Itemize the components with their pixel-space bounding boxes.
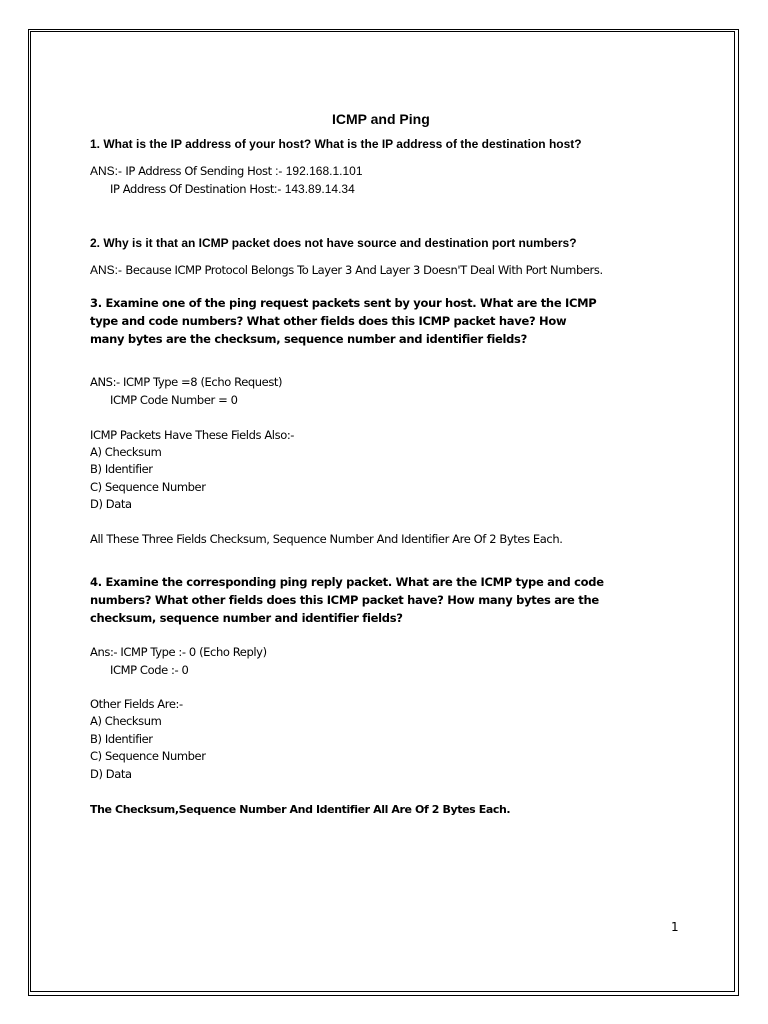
question-3-line-3: many bytes are the checksum, sequence number and identifier fields? [90,332,527,346]
question-4-line-2: numbers? What other fields does this ICMP packet have? How many bytes are the [90,593,599,607]
question-3-line-2: type and code numbers? What other fields does this ICMP packet have? How [90,314,567,328]
question-4-line-3: checksum, sequence number and identifier fields? [90,611,403,625]
field-3-d: D) Data [90,497,132,511]
field-4-d: D) Data [90,767,132,781]
question-1: 1. What is the IP address of your host? What is the IP address of the destination host? [90,137,582,151]
field-4-a: A) Checksum [90,714,162,728]
field-4-b: B) Identifier [90,732,153,746]
answer-3-line-1: ANS:- ICMP Type =8 (Echo Request) [90,375,283,389]
answer-3-line-2: ICMP Code Number = 0 [110,393,238,407]
answer-2-text: Because ICMP Protocol Belongs To Layer 3 And Layer 3 Doesn'T Deal With Port Numbers. [125,263,603,277]
answer-2 [90,264,603,277]
answer-prefix: ANS:- [90,164,123,178]
document-title: ICMP and Ping [332,111,430,127]
answer-1-line-1 [90,165,363,178]
field-3-b: B) Identifier [90,462,153,476]
question-2: 2. Why is it that an ICMP packet does not have source and destination port numbers? [90,236,577,250]
field-3-c: C) Sequence Number [90,480,206,494]
field-3-a: A) Checksum [90,445,162,459]
fields-heading-3: ICMP Packets Have These Fields Also:- [90,428,295,442]
sending-host-label: IP Address Of Sending Host [125,164,272,178]
destination-host-ip: :- 143.89.14.34 [274,182,355,196]
field-4-c: C) Sequence Number [90,749,206,763]
summary-3: All These Three Fields Checksum, Sequence Number And Identifier Are Of 2 Bytes Each. [90,532,563,546]
summary-4: The Checksum,Sequence Number And Identifier All Are Of 2 Bytes Each. [90,803,511,816]
answer-4-line-1: Ans:- ICMP Type :- 0 (Echo Reply) [90,645,267,659]
destination-host-label: IP Address Of Destination Host [110,182,275,196]
answer-prefix: ANS:- [90,263,123,277]
question-4-line-1: 4. Examine the corresponding ping reply packet. What are the ICMP type and code [90,575,604,589]
answer-4-line-2: ICMP Code :- 0 [110,663,189,677]
fields-heading-4: Other Fields Are:- [90,697,183,711]
answer-1-line-2 [110,183,355,196]
page-number: 1 [671,920,679,934]
question-3-line-1: 3. Examine one of the ping request packets sent by your host. What are the ICMP [90,296,597,310]
sending-host-ip: :- 192.168.1.101 [275,164,363,178]
